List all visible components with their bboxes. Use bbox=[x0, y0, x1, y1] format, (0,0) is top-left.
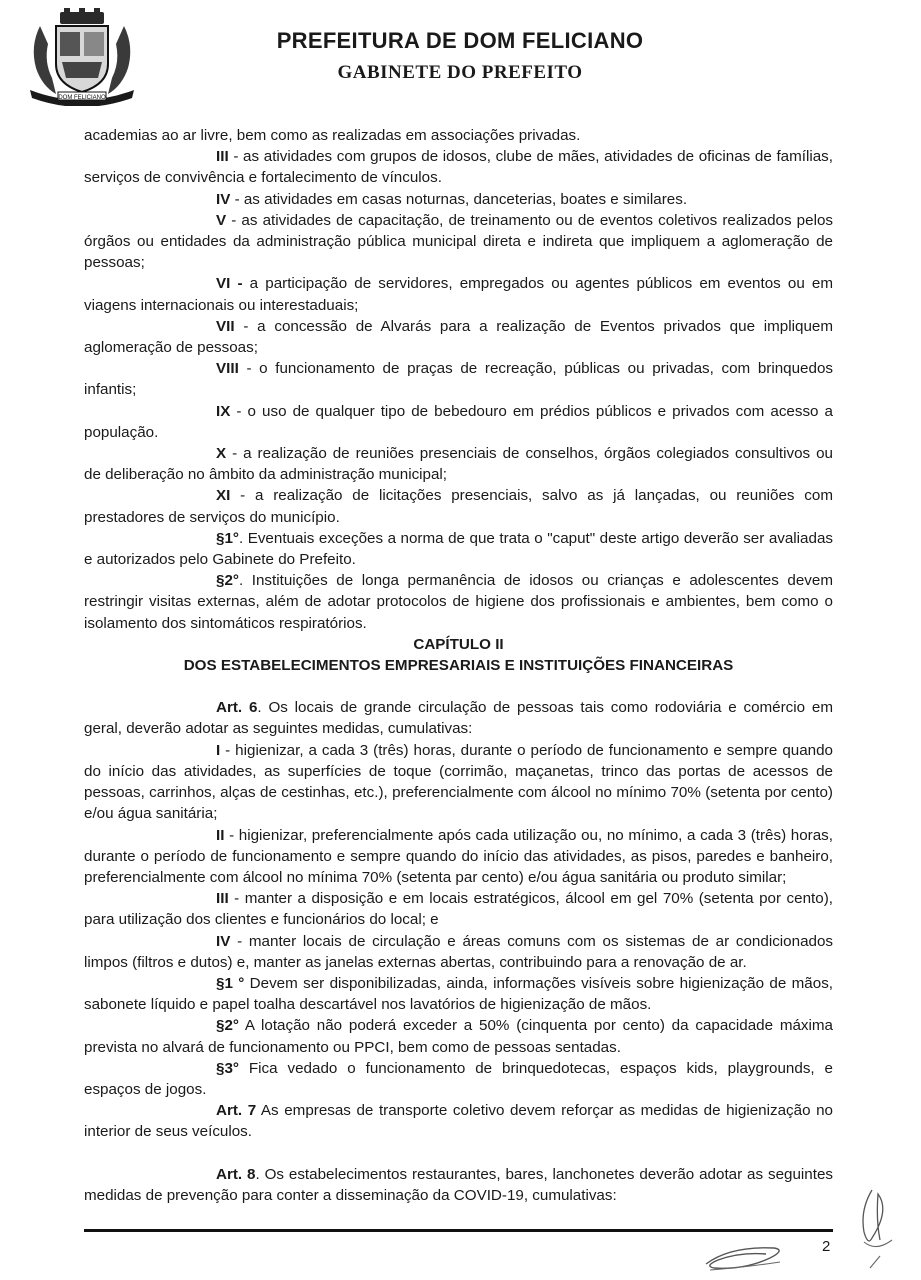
paragraph: IX - o uso de qualquer tipo de bebedouro em prédios públicos e privados com acesso a população. bbox=[84, 402, 833, 441]
paragraph: IV - as atividades em casas noturnas, danceterias, boates e similares. bbox=[216, 190, 688, 208]
document-subtitle: GABINETE DO PREFEITO bbox=[337, 62, 583, 83]
page-number: 2 bbox=[822, 1238, 831, 1255]
paragraph: Art. 6. Os locais de grande circulação de pessoas tais como rodoviária e comércio em geral, deverão adotar as seguintes medidas, cumulativas: bbox=[84, 699, 833, 738]
paragraph: IV - manter locais de circulação e áreas comuns com os sistemas de ar condicionados limpos (filtros e dutos) e, manter as janelas externas abertas, contribuindo para a renovação de ar. bbox=[84, 932, 833, 971]
paragraph: §1°. Eventuais exceções a norma de que trata o "caput" deste artigo deverão ser avaliadas e autorizados pelo Gabinete do Prefeito. bbox=[84, 529, 833, 569]
municipal-crest-logo bbox=[22, 6, 142, 106]
paragraph: X - a realização de reuniões presenciais de conselhos, órgãos colegiados consultivos ou de deliberação no âmbito da administração municipal; bbox=[84, 445, 833, 484]
paragraph: §3° Fica vedado o funcionamento de brinquedotecas, espaços kids, playgrounds, e espaços de jogos. bbox=[84, 1059, 833, 1098]
paragraph: §1 ° Devem ser disponibilizadas, ainda, informações visíveis sobre higienização de mãos, sabonete líquido e papel toalha descartável nos lavatórios de higienização de mãos. bbox=[84, 974, 834, 1014]
paragraph: I - higienizar, a cada 3 (três) horas, durante o período de funcionamento e sempre quando do início das atividades, as superfícies de toque (corrimão, maçanetas, trinco das portas de acessos de pessoas, carrinhos, alças de cestinhas, etc.), preferencialmente com álcool no mínimo 70% (setenta por cento) e/ou água sanitária; bbox=[84, 741, 833, 823]
margin-signature bbox=[850, 1180, 910, 1275]
paragraph: Art. 7 As empresas de transporte coletivo devem reforçar as medidas de higienização no interior de seus veículos. bbox=[84, 1102, 833, 1141]
crest-banner-text: DOM FELICIANO bbox=[58, 95, 106, 101]
chapter-number: CAPÍTULO II bbox=[413, 635, 504, 653]
paragraph: VIII - o funcionamento de praças de recreação, públicas ou privadas, com brinquedos infantis; bbox=[84, 360, 833, 399]
paragraph: V - as atividades de capacitação, de treinamento ou de eventos coletivos realizados pelos órgãos ou entidades da administração pública municipal direta e indireta que impliquem a aglomeração de pessoas; bbox=[84, 211, 833, 272]
paragraph: VII - a concessão de Alvarás para a realização de Eventos privados que impliquem aglomeração de pessoas; bbox=[84, 317, 833, 357]
initials-signature bbox=[700, 1238, 790, 1278]
paragraph: §2°. Instituições de longa permanência de idosos ou crianças e adolescentes devem restringir visitas externas, além de adotar protocolos de higiene dos profissionais e ambientes, bem como o isolamento dos sintomáticos respiratórios. bbox=[84, 572, 833, 632]
chapter-title: DOS ESTABELECIMENTOS EMPRESARIAIS E INSTITUIÇÕES FINANCEIRAS bbox=[183, 657, 734, 675]
document-title: PREFEITURA DE DOM FELICIANO bbox=[276, 28, 644, 53]
paragraph: §2° A lotação não poderá exceder a 50% (cinquenta por cento) da capacidade máxima prevista no alvará de funcionamento ou PPCI, bem como de pessoas sentadas. bbox=[84, 1017, 833, 1056]
paragraph: VI - a participação de servidores, empregados ou agentes públicos em eventos ou em viagens internacionais ou interestaduais; bbox=[84, 275, 833, 314]
paragraph: III - as atividades com grupos de idosos, clube de mães, atividades de oficinas de famílias, serviços de convivência e fortalecimento de vínculos. bbox=[84, 148, 833, 187]
document-body bbox=[84, 125, 833, 1206]
paragraph: XI - a realização de licitações presenciais, salvo as já lançadas, ou reuniões com prestadores de serviços do município. bbox=[84, 487, 833, 526]
footer-rule bbox=[84, 1229, 833, 1232]
paragraph: III - manter a disposição e em locais estratégicos, álcool em gel 70% (setenta por cento), para utilização dos clientes e funcionários do local; e bbox=[84, 890, 833, 929]
paragraph: academias ao ar livre, bem como as realizadas em associações privadas. bbox=[84, 127, 581, 144]
paragraph: II - higienizar, preferencialmente após cada utilização ou, no mínimo, a cada 3 (três) horas, durante o período de funcionamento e sempre quando do início das atividades, as pisos, paredes e banheiro, preferencialmente com álcool no mínima 70% (setenta par cento) e/ou água sanitária ou produto similar; bbox=[84, 826, 833, 886]
paragraph: Art. 8. Os estabelecimentos restaurantes, bares, lanchonetes deverão adotar as seguintes medidas de prevenção para conter a disseminação da COVID-19, cumulativas: bbox=[84, 1165, 833, 1204]
